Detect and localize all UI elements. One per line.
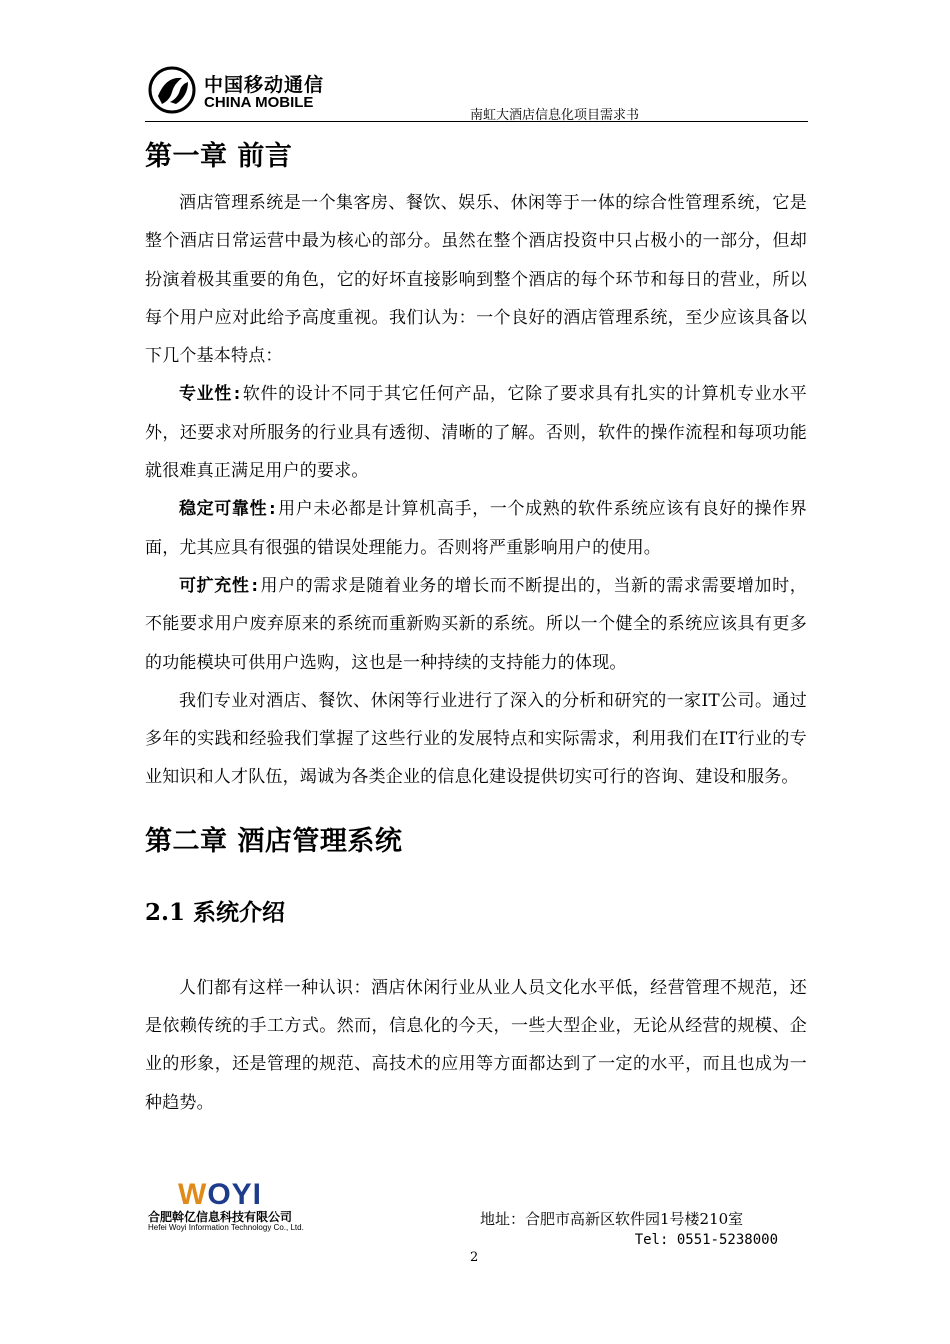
spacer [145,797,807,815]
feature-paragraph [145,490,807,567]
footer-tel: Tel: 0551-5238000 [634,1232,778,1248]
feature-text: 用户的需求是随着业务的增长而不断提出的，当新的需求需要增加时，不能要求用户废弃原来的系统而重新购买新的系统。所以一个健全的系统应该具有更多的功能模块可供用户选购，这也是一种持续的支持能力的体现。 [145,575,807,673]
feature-paragraph [145,375,807,490]
woyi-logo-text: WOYI [178,1178,263,1211]
feature-term: 专业性: [179,384,243,405]
footer-address: 地址：合肥市高新区软件园1号楼210室 [480,1210,744,1228]
feature-term: 可扩充性: [179,575,261,596]
section-2-1-title: 2.1 系统介绍 [145,898,286,926]
china-mobile-en: CHINA MOBILE [204,94,314,111]
china-mobile-cn: 中国移动通信 [204,74,325,96]
feature-text: 软件的设计不同于其它任何产品，它除了要求具有扎实的计算机专业水平外，还要求对所服务的行业具有透彻、清晰的了解。否则，软件的操作流程和每项功能就很难真正满足用户的要求。 [145,384,807,482]
section-2-1-paragraph: 人们都有这样一种认识：酒店休闲行业从业人员文化水平低，经营管理不规范，还是依赖传统的手工方式。然而，信息化的今天，一些大型企业，无论从经营的规模、企业的形象，还是管理的规范、高技术的应用等方面都达到了一定的水平，而且也成为一种趋势。 [145,977,807,1113]
feature-term: 稳定可靠性: [179,499,278,520]
document-title: 南虹大酒店信息化项目需求书 [470,108,640,123]
woyi-logo [148,1178,348,1232]
chapter-1-title: 第一章 前言 [145,141,293,172]
china-mobile-logo-icon [148,66,196,114]
chapter-2-title: 第二章 酒店管理系统 [145,825,403,857]
spacer [145,869,807,887]
woyi-company-en: Hefei Woyi Information Technology Co., Ltd. [148,1223,304,1232]
chapter-1-intro: 酒店管理系统是一个集客房、餐饮、娱乐、休闲等于一体的综合性管理系统，它是整个酒店日常运营中最为核心的部分。虽然在整个酒店投资中只占极小的一部分，但却扮演着极其重要的角色，它的好坏直接影响到整个酒店的每个环节和每日的营业，所以每个用户应对此给予高度重视。我们认为：一个良好的酒店管理系统，至少应该具备以下几个基本特点： [145,193,807,367]
chapter-1-closing: 我们专业对酒店、餐饮、休闲等行业进行了深入的分析和研究的一家IT公司。通过多年的实践和经验我们掌握了这些行业的发展特点和实际需求，利用我们在IT行业的专业知识和人才队伍，竭诚为各类企业的信息化建设提供切实可行的咨询、建设和服务。 [145,690,807,788]
spacer [145,939,807,969]
main-content [145,130,807,1122]
page-number: 2 [470,1250,479,1265]
header-divider [145,121,808,122]
woyi-company-cn: 合肥斡亿信息科技有限公司 [148,1210,293,1224]
china-mobile-logo [148,66,348,116]
feature-paragraph [145,567,807,682]
feature-text: 用户未必都是计算机高手，一个成熟的软件系统应该有良好的操作界面，尤其应具有很强的错误处理能力。否则将严重影响用户的使用。 [145,499,808,558]
